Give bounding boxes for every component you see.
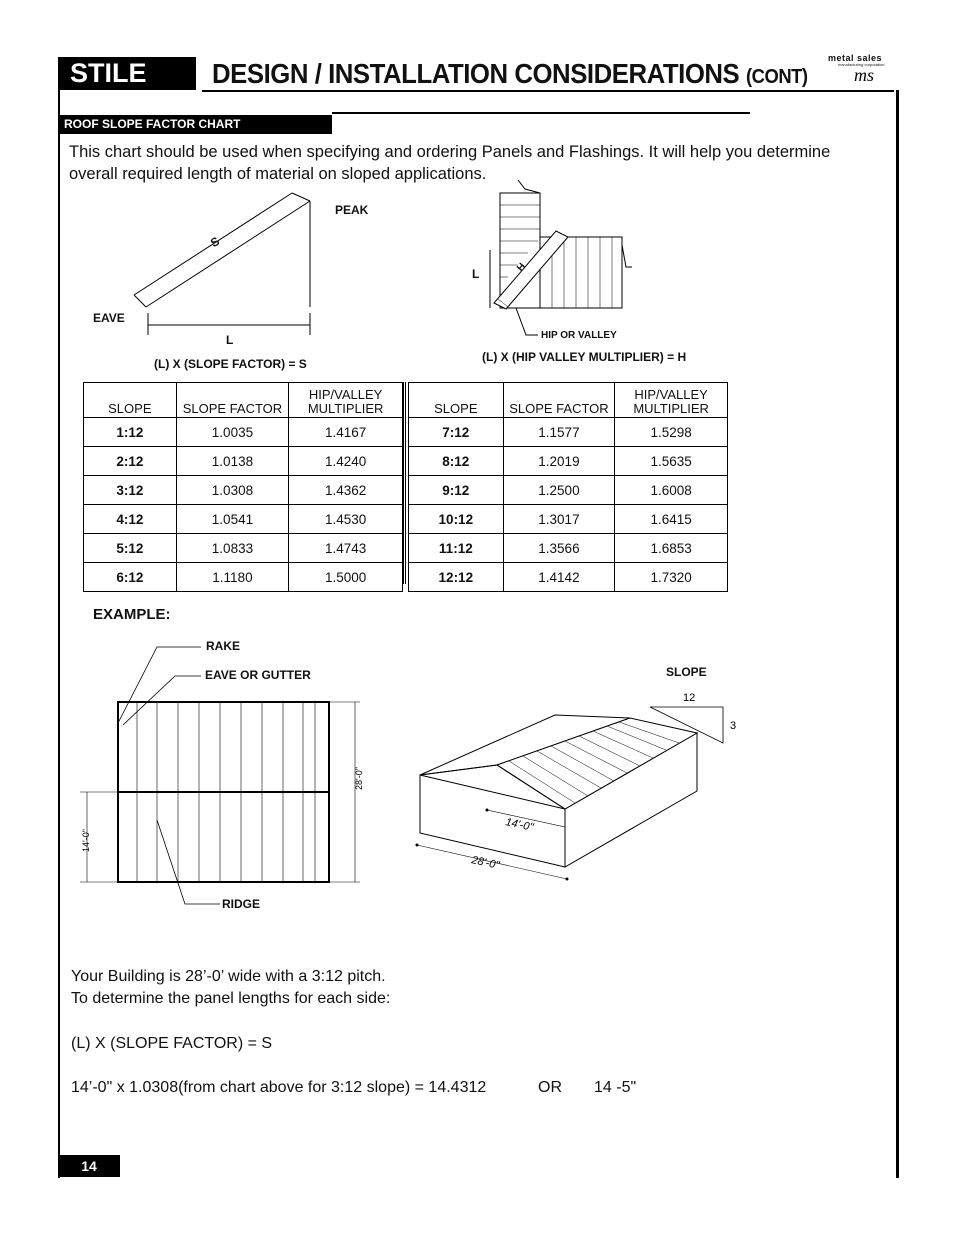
table-row: 9:12 1.2500 1.6008 [409, 476, 728, 505]
label-l-left: L [226, 333, 234, 347]
table-row: 12:12 1.4142 1.7320 [409, 563, 728, 592]
hip-valley-diagram [480, 175, 640, 350]
section-title: ROOF SLOPE FACTOR CHART [60, 115, 332, 134]
body-result: 14 -5" [594, 1079, 637, 1096]
table-row: 1:12 1.0035 1.4167 [84, 418, 403, 447]
body-calculation: 14’-0" x 1.0308(from chart above for 3:12 slope) = 14.4312 [71, 1079, 487, 1096]
slope-run: 12 [683, 692, 696, 704]
label-eave: EAVE [93, 311, 125, 325]
header-hip-valley: HIP/VALLEY MULTIPLIER [615, 383, 728, 418]
body-or: OR [538, 1079, 562, 1096]
logo-name: metal sales [828, 53, 883, 63]
slope-diagram [120, 185, 340, 345]
vertical-panel-lines [552, 237, 612, 308]
table-row: 4:12 1.0541 1.4530 [84, 505, 403, 534]
slope-table-left [83, 382, 403, 592]
dim-half-plan: 14'-0" [81, 829, 91, 852]
label-ridge: RIDGE [222, 897, 261, 911]
table-row: 11:12 1.3566 1.6853 [409, 534, 728, 563]
table-row: 7:12 1.1577 1.5298 [409, 418, 728, 447]
table-header-row [409, 383, 728, 418]
table-divider [403, 382, 406, 584]
left-border [58, 90, 60, 1178]
label-hip-valley: HIP OR VALLEY [541, 330, 617, 341]
hip-strip [494, 231, 568, 309]
table-row: 2:12 1.0138 1.4240 [84, 447, 403, 476]
dim-width-plan: 28'-0" [354, 767, 364, 790]
label-s: S [208, 233, 222, 251]
logo-subtitle: manufacturing corporation [838, 62, 885, 67]
section-rule [332, 112, 750, 114]
header-slope: SLOPE [84, 383, 177, 418]
label-eave-gutter: EAVE OR GUTTER [205, 668, 311, 682]
slope-table-right [408, 382, 728, 592]
label-peak: PEAK [335, 203, 369, 217]
example-title: EXAMPLE: [93, 606, 171, 623]
table-row: 10:12 1.3017 1.6415 [409, 505, 728, 534]
logo-mark [852, 66, 894, 86]
stile-tab: STILE [58, 57, 196, 90]
logo-mark-text: ms [854, 66, 875, 85]
table-row: 6:12 1.1180 1.5000 [84, 563, 403, 592]
roof-plan-view [75, 640, 370, 910]
label-l-right: L [472, 267, 480, 281]
page-title-suffix: (CONT) [745, 66, 808, 88]
body-line-2: To determine the panel lengths for each side: [71, 990, 391, 1007]
table-row: 3:12 1.0308 1.4362 [84, 476, 403, 505]
header-slope-factor: SLOPE FACTOR [176, 383, 289, 418]
body-formula: (L) X (SLOPE FACTOR) = S [71, 1035, 273, 1052]
table-header-row [84, 383, 403, 418]
header-rule [202, 90, 894, 92]
page-number: 14 [58, 1155, 120, 1177]
formula-slope: (L) X (SLOPE FACTOR) = S [154, 357, 307, 371]
table-row: 5:12 1.0833 1.4743 [84, 534, 403, 563]
label-rake: RAKE [206, 639, 241, 653]
roof-isometric-view [405, 685, 750, 885]
header-hip-valley: HIP/VALLEY MULTIPLIER [289, 383, 403, 418]
table-row: 8:12 1.2019 1.5635 [409, 447, 728, 476]
slope-rise: 3 [730, 720, 737, 732]
page-title [212, 58, 808, 90]
dim-half-iso: 14'-0" [504, 816, 535, 834]
header-slope: SLOPE [409, 383, 504, 418]
body-line-1: Your Building is 28’-0’ wide with a 3:12 pitch. [71, 968, 386, 985]
label-h: H [515, 261, 529, 274]
dim-width-iso: 28'-0" [470, 854, 501, 872]
header-slope-factor: SLOPE FACTOR [503, 383, 615, 418]
intro-paragraph: This chart should be used when specifying and ordering Panels and Flashings. It will help you determine overall required length of material on sloped applications. [69, 143, 831, 183]
label-slope: SLOPE [666, 665, 707, 679]
page-title-text: DESIGN / INSTALLATION CONSIDERATIONS [212, 58, 740, 89]
slope-line-bottom [146, 201, 310, 307]
right-border [896, 90, 899, 1178]
formula-hip-valley: (L) X (HIP VALLEY MULTIPLIER) = H [482, 350, 687, 364]
